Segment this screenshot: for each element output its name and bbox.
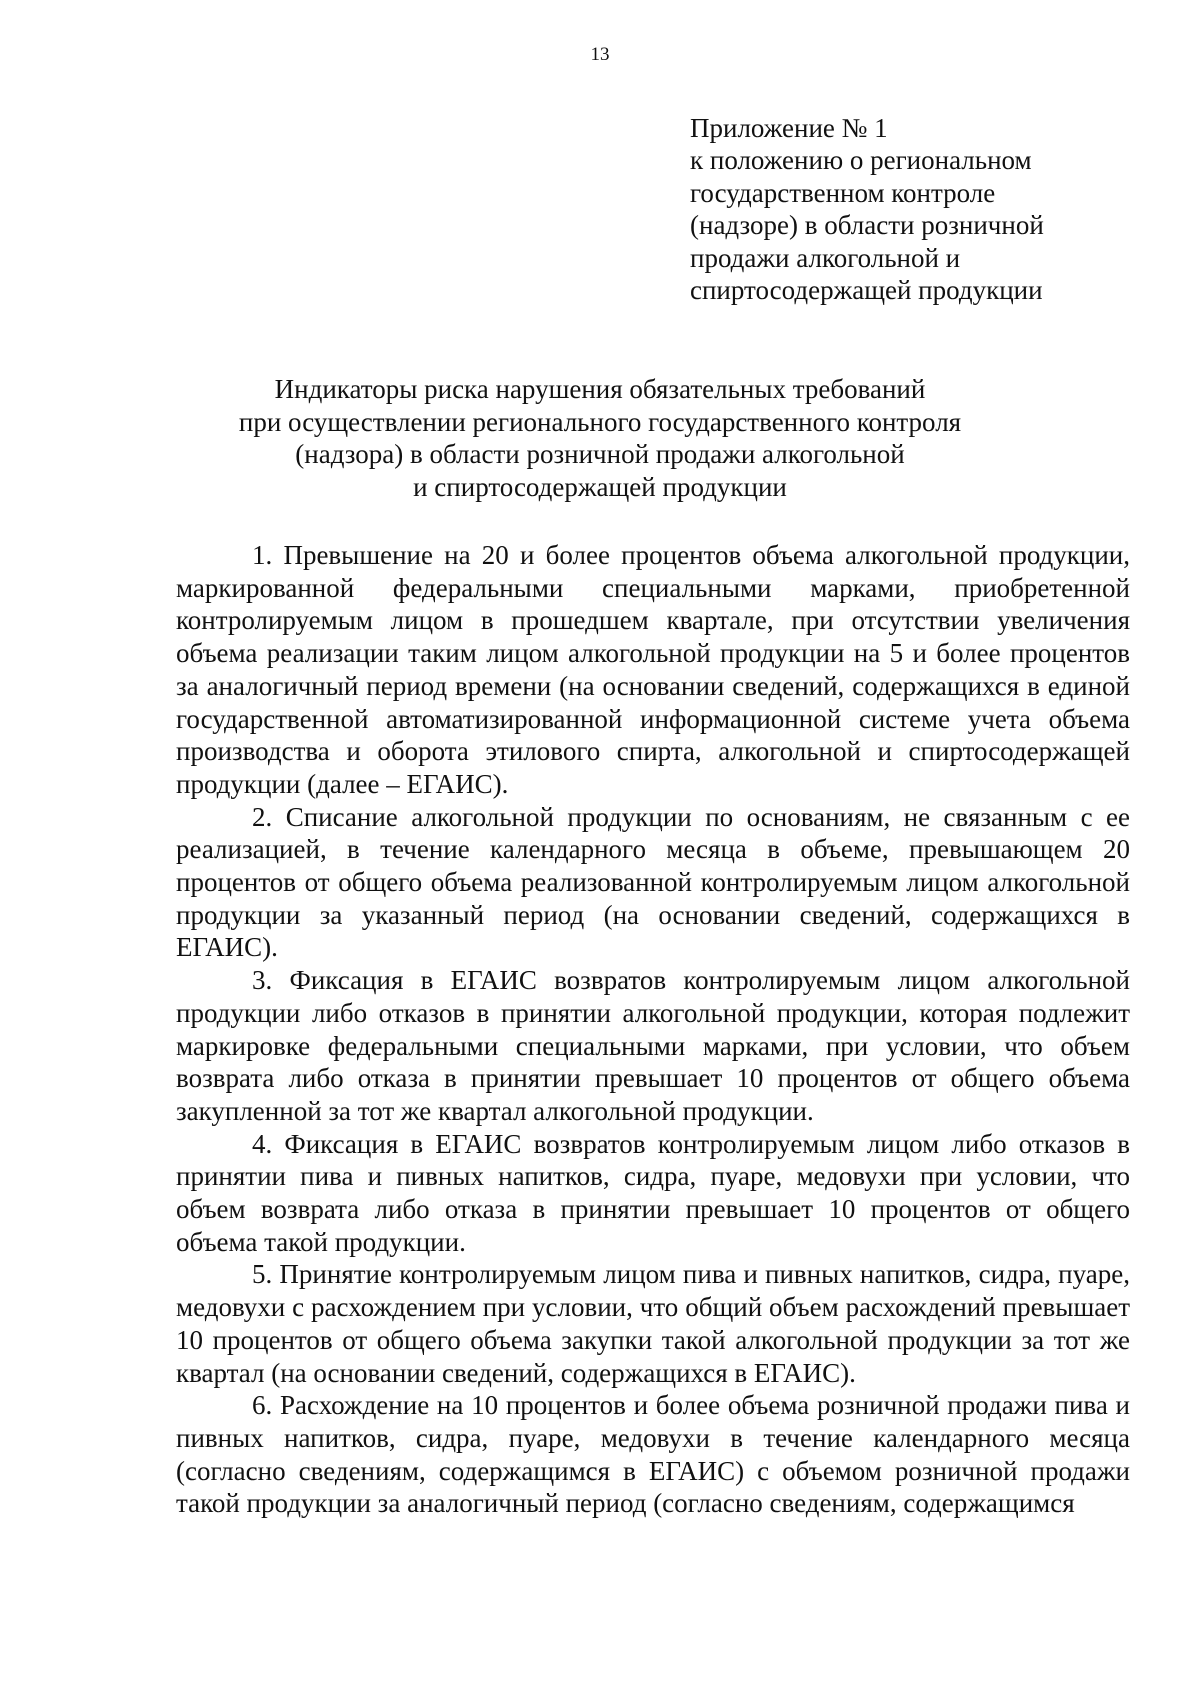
appendix-line: к положению о региональном [690, 145, 1032, 176]
paragraph-1: 1. Превышение на 20 и более процентов объема алкогольной продукции, маркированной федеральными специальными марками, приобретенной контролируемым лицом в прошедшем квартале, при отсутствии увеличения объема реализации таким лицом алкогольной продукции на 5 и более процентов за аналогичный период времени (на основании сведений, содержащихся в единой государственной автоматизированной информационной системе учета объема производства и оборота этилового спирта, алкогольной и спиртосодержащей продукции (далее – ЕГАИС). [176, 540, 1130, 799]
title-line: и спиртосодержащей продукции [413, 472, 787, 503]
paragraph-3: 3. Фиксация в ЕГАИС возвратов контролируемым лицом алкогольной продукции либо отказов в принятии алкогольной продукции, которая подлежит маркировке федеральными специальными марками, при условии, что объем возврата либо отказа в принятии превышает 10 процентов от общего объема закупленной за тот же квартал алкогольной продукции. [176, 965, 1130, 1126]
paragraph-5: 5. Принятие контролируемым лицом пива и пивных напитков, сидра, пуаре, медовухи с расхождением при условии, что общий объем расхождений превышает 10 процентов от общего объема закупки такой алкогольной продукции за тот же квартал (на основании сведений, содержащихся в ЕГАИС). [176, 1259, 1130, 1388]
title-line: (надзора) в области розничной продажи алкогольной [295, 439, 905, 470]
appendix-header [690, 112, 1120, 306]
appendix-line: продажи алкогольной и [690, 242, 961, 273]
appendix-line: Приложение № 1 [690, 113, 888, 143]
page-number: 13 [590, 44, 610, 65]
document-title [0, 373, 1200, 504]
title-line: Индикаторы риска нарушения обязательных требований [274, 374, 926, 404]
appendix-line: (надзоре) в области розничной [690, 210, 1044, 241]
paragraph-4: 4. Фиксация в ЕГАИС возвратов контролируемым лицом либо отказов в принятии пива и пивных напитков, сидра, пуаре, медовухи при условии, что объем возврата либо отказа в принятии превышает 10 процентов от общего объема такой продукции. [176, 1128, 1130, 1257]
title-line: при осуществлении регионального государственного контроля [238, 406, 962, 437]
appendix-line: государственном контроле [690, 177, 996, 208]
paragraph-6: 6. Расхождение на 10 процентов и более объема розничной продажи пива и пивных напитков, сидра, пуаре, медовухи в течение календарного месяца (согласно сведениям, содержащимся в ЕГАИС) с объемом розничной продажи такой продукции за аналогичный период (согласно сведениям, содержащимся [176, 1390, 1130, 1519]
paragraph-2: 2. Списание алкогольной продукции по основаниям, не связанным с ее реализацией, в течение календарного месяца в объеме, превышающем 20 процентов от общего объема реализованной контролируемым лицом алкогольной продукции за указанный период (на основании сведений, содержащихся в ЕГАИС). [176, 801, 1130, 963]
appendix-line: спиртосодержащей продукции [690, 275, 1043, 306]
document-body [176, 539, 1130, 1520]
